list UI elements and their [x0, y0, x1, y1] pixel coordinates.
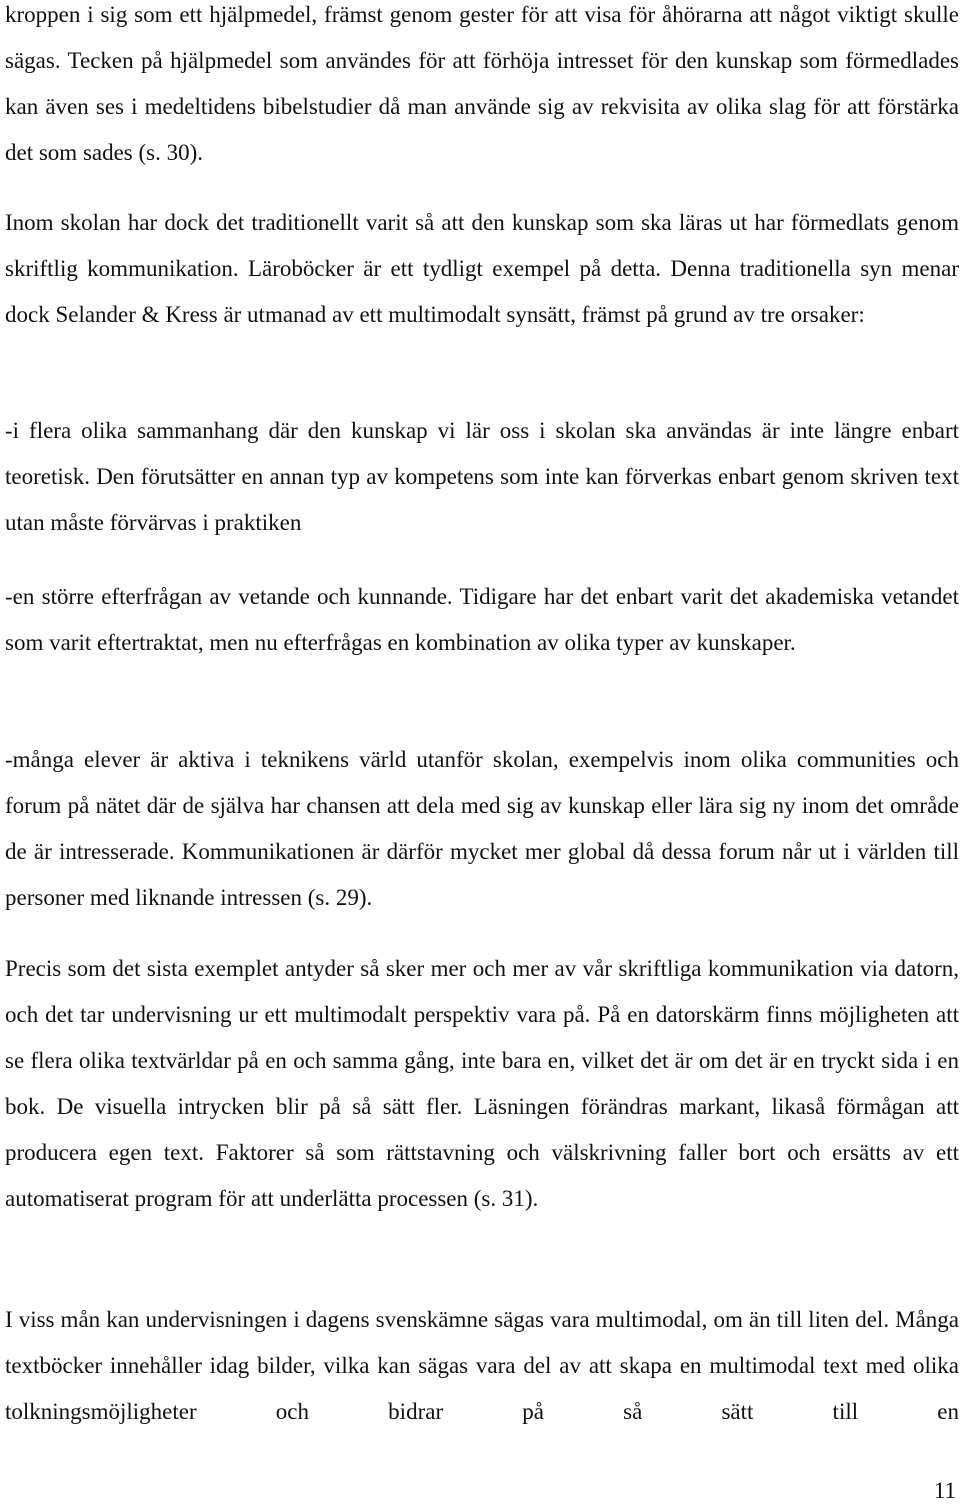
paragraph-4: -en större efterfrågan av vetande och kunnande. Tidigare har det enbart varit det akademiska vetandet som varit eftertraktat, men nu efterfrågas en kombination av olika typer av kunskaper.	[5, 584, 959, 655]
paragraph-5: -många elever är aktiva i teknikens värld utanför skolan, exempelvis inom olika communities och forum på nätet där de själva har chansen att dela med sig av kunskap eller lära sig ny inom det område de är intresserade. Kommunikationen är därför mycket mer global då dessa forum når ut i världen till personer med liknande intressen (s. 29).	[5, 747, 959, 910]
page-number: 11	[933, 1478, 956, 1503]
paragraph-6: Precis som det sista exemplet antyder så sker mer och mer av vår skriftliga kommunikation via datorn, och det tar undervisning ur ett multimodalt perspektiv vara på. På en datorskärm finns möjligheten att se flera olika textvärldar på en och samma gång, inte bara en, vilket det är om det är en tryckt sida i en bok. De visuella intrycken blir på så sätt fler. Läsningen förändras markant, likaså förmågan att producera egen text. Faktorer så som rättstavning och välskrivning faller bort och ersätts av ett automatiserat program för att underlätta processen (s. 31).	[5, 956, 959, 1211]
paragraph-7: I viss mån kan undervisningen i dagens svenskämne sägas vara multimodal, om än till liten del. Många textböcker innehåller idag bilder, vilka kan sägas vara del av att skapa en multimodal text med olika tolkningsmöjligheter och bidrar på så sätt till en	[5, 1307, 959, 1424]
paragraph-1: kroppen i sig som ett hjälpmedel, främst genom gester för att visa för åhörarna att något viktigt skulle sägas. Tecken på hjälpmedel som användes för att förhöja intresset för den kunskap som förmedlades kan även ses i medeltidens bibelstudier då man använde sig av rekvisita av olika slag för att förstärka det som sades (s. 30).	[5, 2, 959, 165]
paragraph-3: -i flera olika sammanhang där den kunskap vi lär oss i skolan ska användas är inte längre enbart teoretisk. Den förutsätter en annan typ av kompetens som inte kan förverkas enbart genom skriven text utan måste förvärvas i praktiken	[5, 418, 959, 535]
paragraph-2: Inom skolan har dock det traditionellt varit så att den kunskap som ska läras ut har förmedlats genom skriftlig kommunikation. Läroböcker är ett tydligt exempel på detta. Denna traditionella syn menar dock Selander & Kress är utmanad av ett multimodalt synsätt, främst på grund av tre orsaker:	[5, 210, 959, 327]
